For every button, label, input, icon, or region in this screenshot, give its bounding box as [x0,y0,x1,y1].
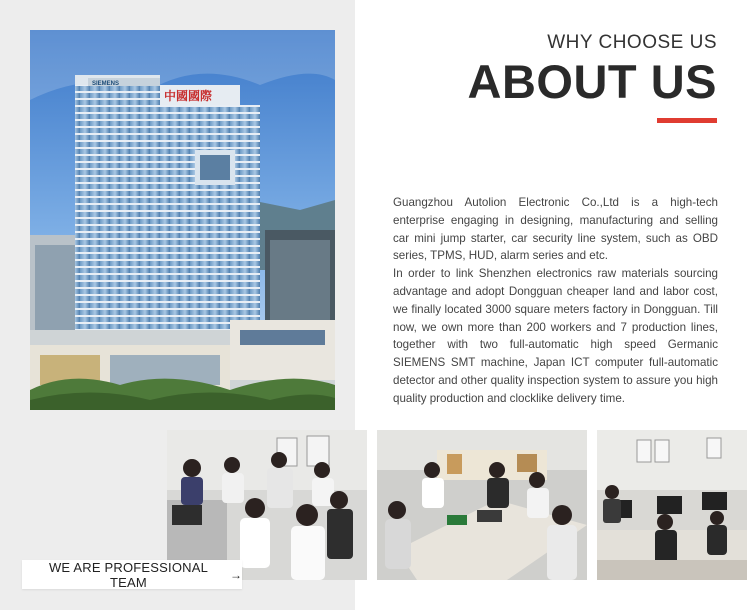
title-accent-bar [657,118,717,123]
professional-team-label: WE ARE PROFESSIONAL TEAM [48,559,209,590]
building-signage-chinese: 中國國際 [164,89,213,103]
team-photo-2 [377,430,587,580]
arrow-right-icon: → [230,567,242,582]
section-heading [468,32,717,108]
building-signage-siemens: SIEMENS [92,81,120,87]
team-photo-1 [167,430,367,580]
about-paragraph-2: In order to link Shenzhen electronics raw materials sourcing advantage and adopt Dongguan cheaper land and labor cost, we finally located 3000 square meters factory in Dongguan. Till now, we own more than 200 workers and 7 production lines, together with two full-automatic high speed Germanic SIEMENS SMT machine, Japan ICT computer full-automatic detector and other quality inspection system to assure you high quality production and clocklike delivery time. [393,267,718,405]
page-title: ABOUT US [467,55,717,108]
eyebrow-text: WHY CHOOSE US [547,32,717,53]
about-paragraph-1: Guangzhou Autolion Electronic Co.,Ltd is a high-tech enterprise engaging in designing, manufacturing and selling car mini jump starter, car security line system, such as OBD series, TPMS, HUD, alarm series and etc. [393,196,718,263]
team-photo-3 [597,430,747,580]
office-building-photo [30,30,335,410]
about-description [393,194,718,408]
professional-team-button[interactable] [22,560,242,589]
